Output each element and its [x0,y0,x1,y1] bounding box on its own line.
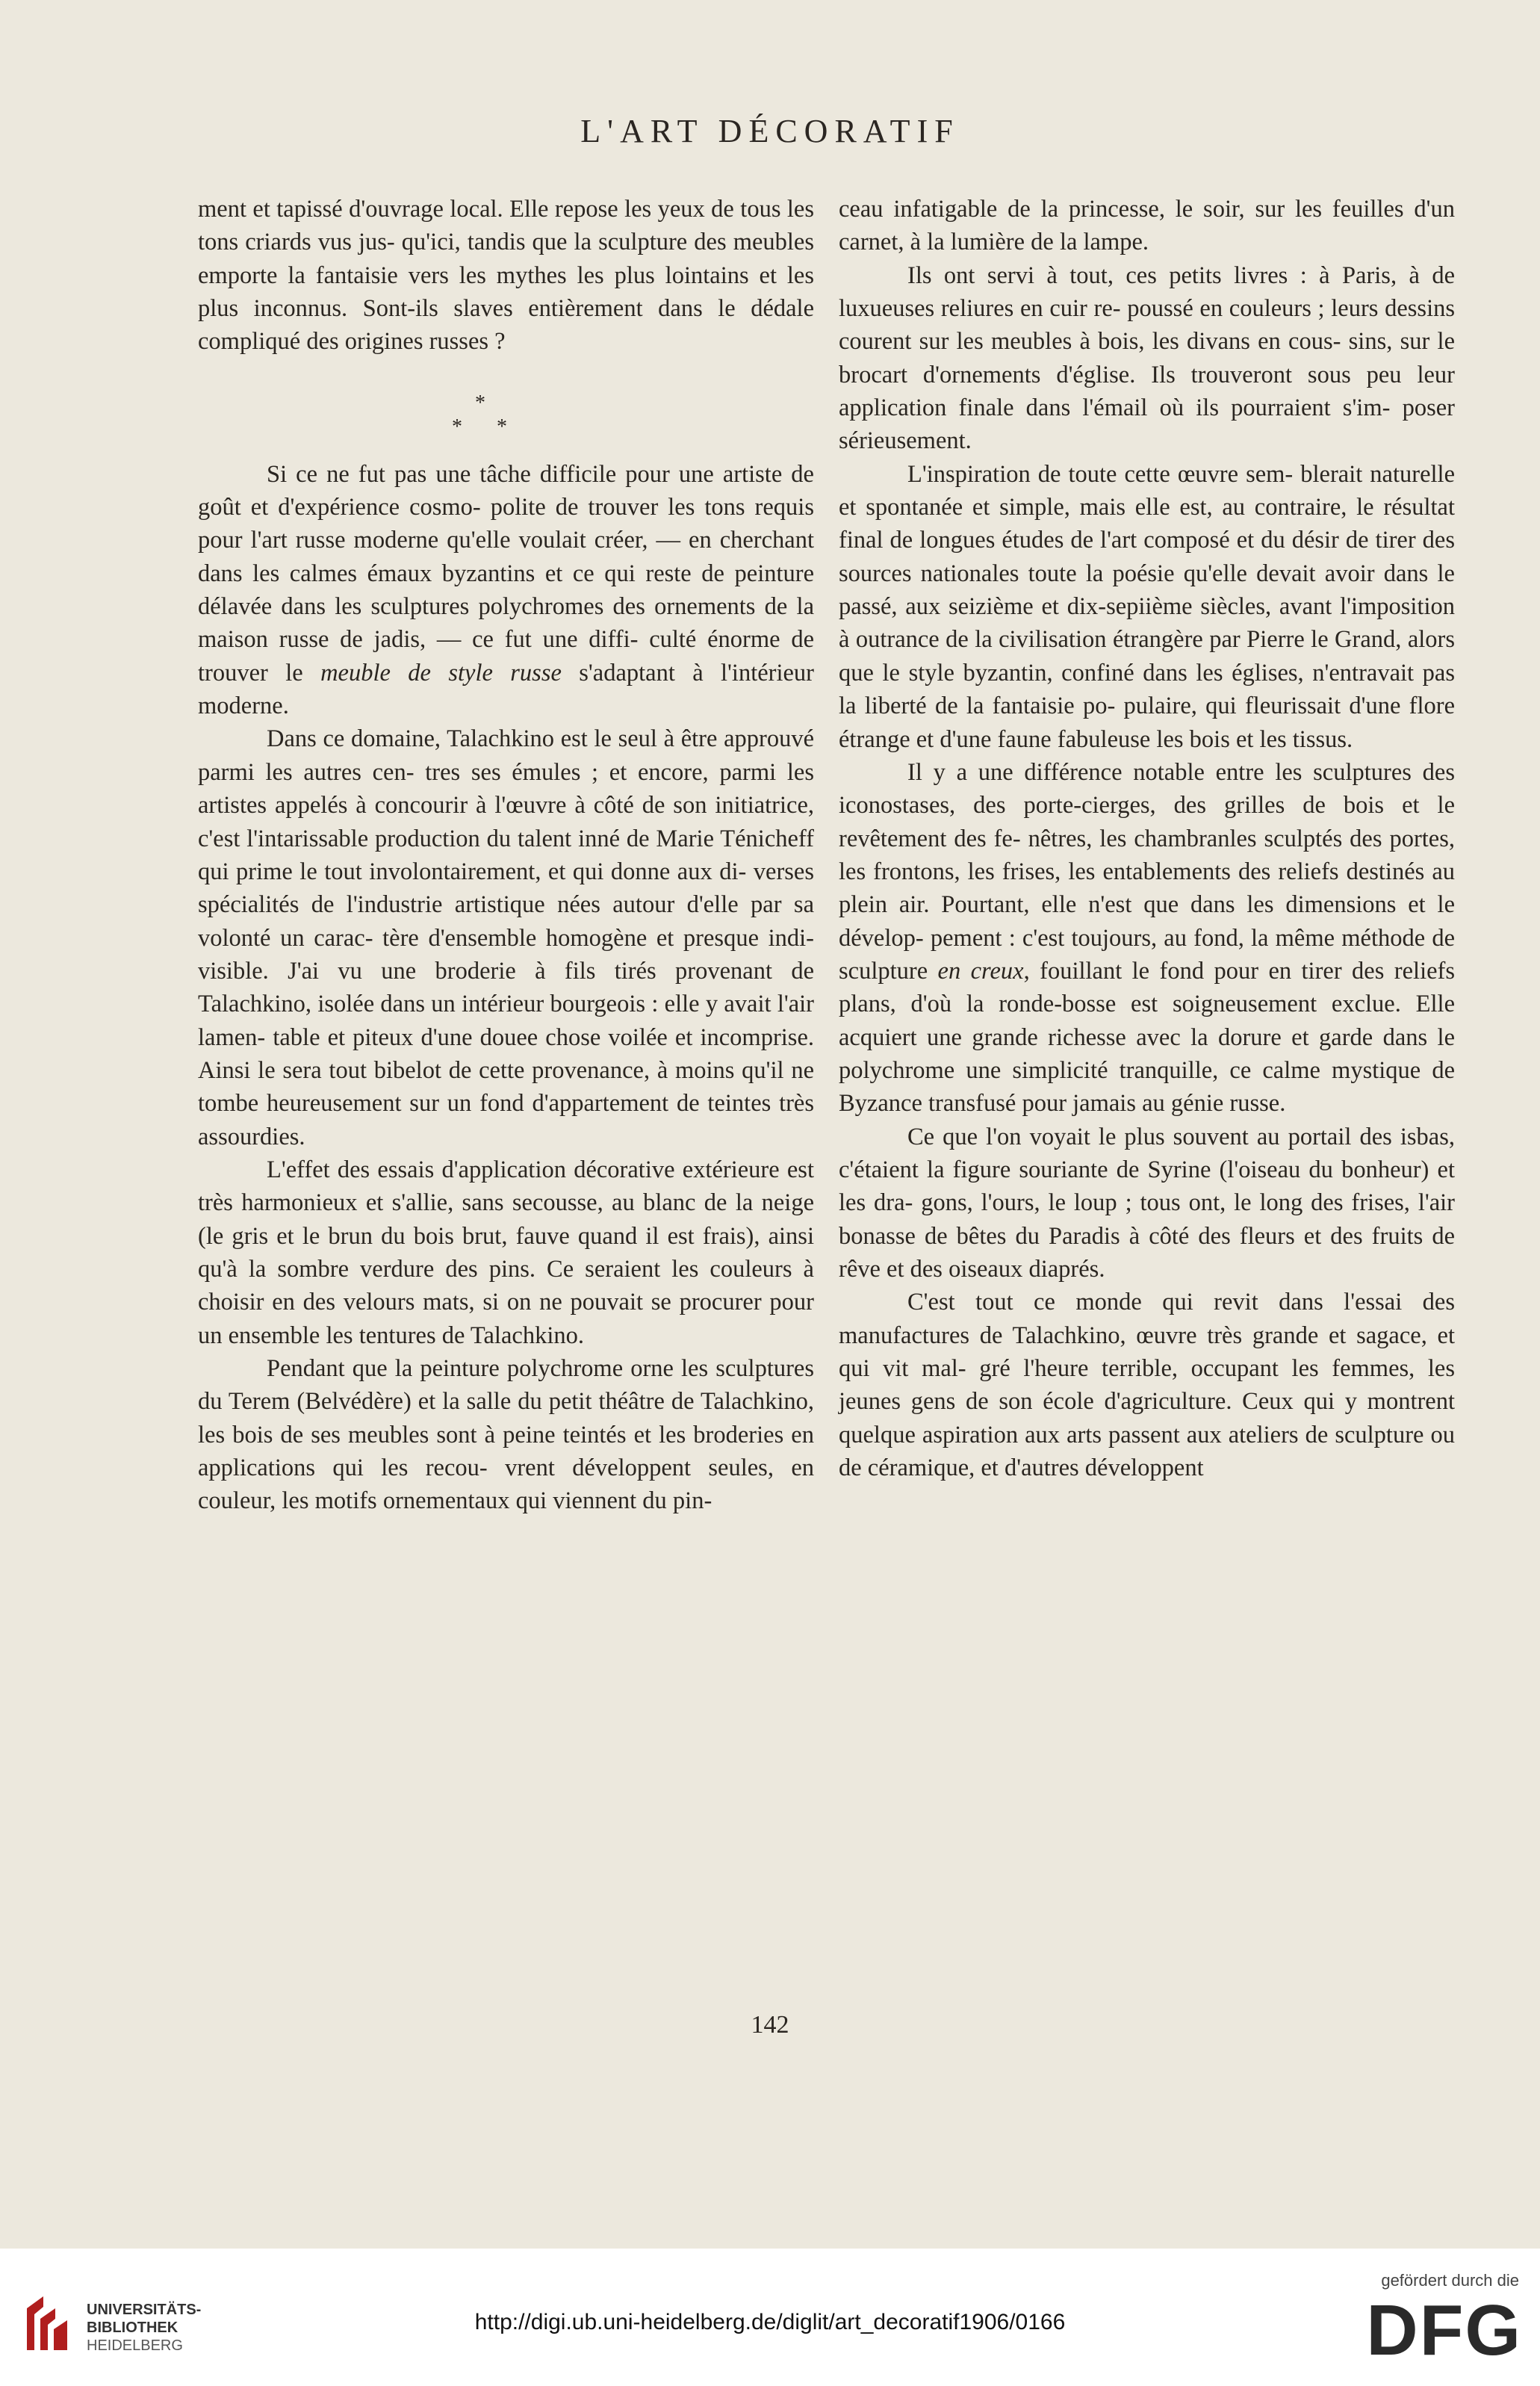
paragraph: L'effet des essais d'application décorative extérieure est très harmonieux et s'allie, sans secousse, au blanc de la neige (le gris et le brun du bois brut, fauve quand il est frais), ainsi qu'à la sombre verdure des pins. Ce seraient les couleurs à choisir en des velours mats, si on ne pouvait se procurer pour un ensemble les tentures de Talachkino. [198,1156,814,1349]
paragraph: ment et tapissé d'ouvrage local. Elle repose les yeux de tous les tons criards vus jus- qu'ici, tandis que la sculpture des meubles emporte la fantaisie vers les mythes les plus lointains et les plus inconnus. Sont-ils slaves entièrement dans le dédale compliqué des origines russes ? [198,196,814,356]
paragraph: Pendant que la peinture polychrome orne les sculptures du Terem (Belvédère) et la salle du petit théâtre de Talachkino, les bois de ses meubles sont à peine teintés et les broderies en applications qui les recou- vrent développent seules, en couleur, les motifs ornementaux qui viennent du pin- [198,1355,814,1515]
right-column [839,193,1455,1484]
dfg-logo: DFG [1366,2290,1522,2370]
separator-star: * [497,415,507,439]
italic-phrase: meuble de style russe [320,659,562,687]
paragraph: Dans ce domaine, Talachkino est le seul à être approuvé parmi les autres cen- tres ses émules ; et encore, parmi les artistes appelés à concourir à l'œuvre à côté de son initiatrice, c'est l'intarissable production du talent inné de Marie Ténicheff qui prime le tout involontairement, et qui donne aux di- verses spécialités de l'industrie artistique nées autour d'elle par sa volonté un carac- tère d'ensemble homogène et presque indi- visible. J'ai vu une broderie à fils tirés provenant de Talachkino, isolée dans un intérieur bourgeois : elle y avait l'air lamen- table et piteux d'une douee chose voilée et incomprise. Ainsi le sera tout bibelot de cette provenance, à moins qu'il ne tombe heureusement sur un fond d'appartement de teintes très assourdies. [198,725,814,1150]
paragraph: ceau infatigable de la princesse, le soir, sur les feuilles d'un carnet, à la lumière de la lampe. [839,196,1455,256]
funding-caption: gefördert durch die [1381,2271,1519,2290]
section-separator [198,359,814,458]
page-number: 142 [751,2011,789,2039]
library-name: UNIVERSITÄTS- BIBLIOTHEK HEIDELBERG [87,2302,202,2354]
paragraph: Si ce ne fut pas une tâche difficile pour une artiste de goût et d'expérience cosmo- polite de trouver les tons requis pour l'art russe moderne qu'elle voulait créer, — en cherchant dans les calmes émaux byzantins et ce qui reste de peinture délavée dans les sculptures polychromes des ornements de la maison russe de jadis, — ce fut une diffi- culté énorme de trouver le meuble de style russe s'adaptant à l'intérieur moderne. [198,460,814,720]
separator-star: * [452,415,462,439]
paragraph: L'inspiration de toute cette œuvre sem- blerait naturelle et spontanée et simple, mais elle est, au contraire, le résultat final de longues études de l'art composé et du désir de tirer des sources nationales toute la poésie qu'elle devait avoir dans le passé, aux seizième et dix-sepiième siècles, avant l'imposition à outrance de la civilisation étrangère par Pierre le Grand, alors que le style byzantin, confiné dans les églises, n'entravait pas la liberté de la fantaisie po- pulaire, qui fleurissait d'une flore étrange et d'une faune fabuleuse les bois et les tissus. [839,460,1455,753]
paragraph: Ce que l'on voyait le plus souvent au portail des isbas, c'étaient la figure souriante de Syrine (l'oiseau du bonheur) et les dra- gons, l'ours, le loup ; tous ont, le long des frises, l'air bonasse de bêtes du Paradis à côté des fleurs et des fruits de rêve et des oiseaux diaprés. [839,1123,1455,1283]
paragraph: Il y a une différence notable entre les sculptures des iconostases, des porte-cierges, des grilles de bois et le revêtement des fe- nêtres, les chambranles sculptés des portes, les frontons, les frises, les entablements des reliefs destinés au plein air. Pourtant, elle n'est que dans les dimensions et le dévelop- pement : c'est toujours, au fond, la même méthode de sculpture en creux, fouillant le fond pour en tirer des reliefs plans, d'où la ronde-bosse est soigneusement exclue. Elle acquiert une grande richesse avec la dorure et garde dans le polychrome une simplicité tranquille, ce calme mystique de Byzance transfusé pour jamais au génie russe. [839,758,1455,1118]
digitization-footer [0,2249,1540,2386]
source-url-link[interactable]: http://digi.ub.uni-heidelberg.de/diglit/art_decoratif1906/0166 [474,2310,1066,2334]
italic-phrase: en creux [937,957,1024,985]
paragraph: Ils ont servi à tout, ces petits livres : à Paris, à de luxueuses reliures en cuir re- poussé en couleurs ; leurs dessins courent sur les meubles à bois, les divans en cous- sins, sur le brocart d'ornements d'église. Ils trouveront sous peu leur application finale dans l'émail où ils pourraient s'im- poser sérieusement. [839,261,1455,455]
running-title: L'ART DÉCORATIF [580,113,960,149]
left-column [198,193,814,1518]
separator-star: * [475,391,485,415]
paragraph: C'est tout ce monde qui revit dans l'essai des manufactures de Talachkino, œuvre très grande et sagace, et qui vit mal- gré l'heure terrible, occupant les femmes, les jeunes gens de son école d'agriculture. Ceux qui y montrent quelque aspiration aux arts passent aux ateliers de sculpture ou de céramique, et d'autres développent [839,1289,1455,1482]
